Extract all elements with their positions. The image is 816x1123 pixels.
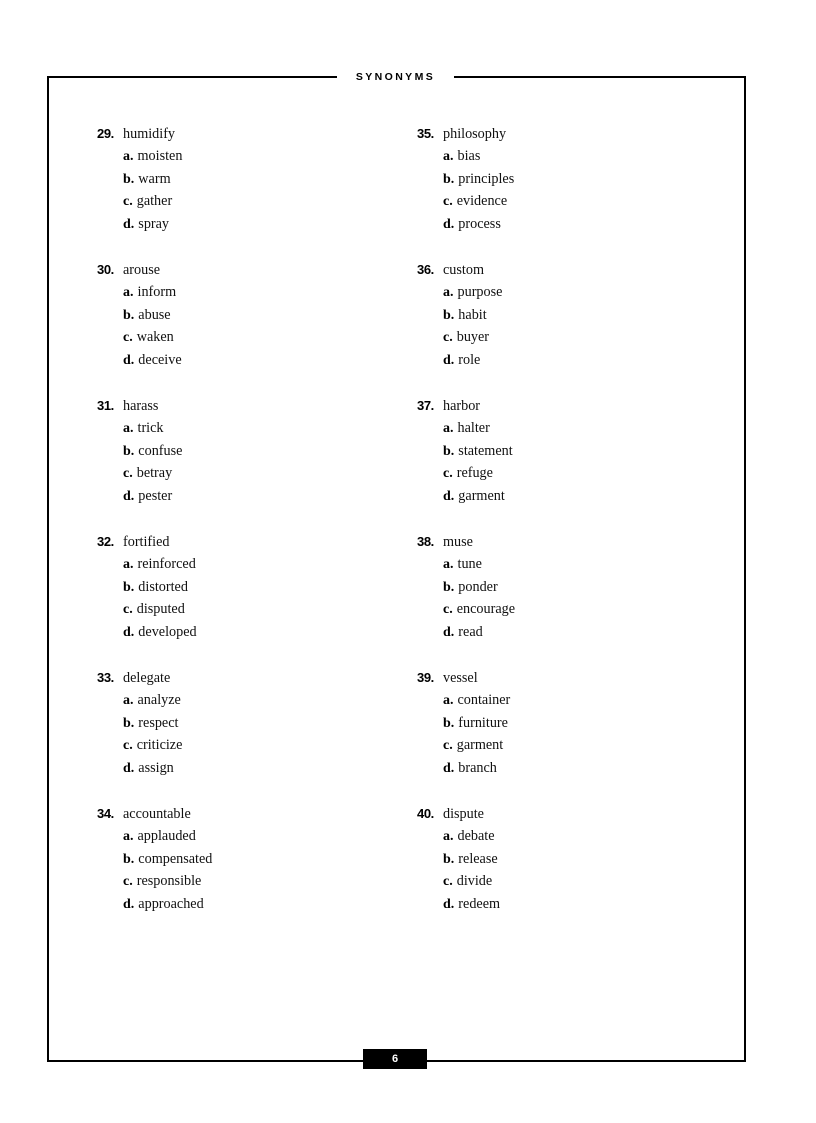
- answer-option-c: [97, 870, 212, 893]
- option-letter: d.: [123, 625, 135, 641]
- answer-option-b: [97, 712, 182, 735]
- option-letter: a.: [443, 285, 454, 300]
- option-text: read: [458, 624, 483, 641]
- option-text: purpose: [457, 284, 503, 300]
- question-word: vessel: [443, 670, 478, 686]
- question-item: [417, 122, 514, 236]
- answer-option-c: [417, 598, 515, 621]
- question-item: [97, 394, 182, 508]
- option-letter: c.: [443, 466, 453, 482]
- answer-option-d: [417, 757, 510, 780]
- question-word: harass: [123, 398, 159, 414]
- answer-option-c: [97, 734, 182, 757]
- option-text: deceive: [138, 352, 182, 369]
- answer-option-b: [417, 440, 513, 463]
- question-word: humidify: [123, 126, 176, 142]
- option-text: waken: [136, 329, 174, 346]
- answer-option-c: [97, 462, 182, 485]
- answer-option-c: [417, 870, 500, 893]
- option-text: approached: [138, 896, 204, 913]
- option-text: inform: [137, 284, 177, 300]
- question-word: delegate: [123, 670, 171, 686]
- option-letter: b.: [443, 715, 455, 731]
- option-letter: c.: [443, 602, 453, 618]
- option-letter: b.: [443, 307, 455, 323]
- question-item: [417, 802, 500, 916]
- option-letter: c.: [123, 194, 133, 210]
- question-word: fortified: [123, 534, 170, 550]
- option-text: moisten: [137, 148, 183, 164]
- option-text: process: [458, 216, 501, 233]
- answer-option-c: [417, 326, 502, 349]
- question-number: 37.: [417, 398, 434, 413]
- option-letter: c.: [443, 194, 453, 210]
- option-text: responsible: [136, 873, 202, 890]
- question-number: 29.: [97, 126, 114, 141]
- option-letter: c.: [443, 330, 453, 346]
- answer-option-a: [417, 689, 510, 712]
- question-item: [97, 122, 182, 236]
- answer-option-d: [417, 485, 513, 508]
- option-letter: a.: [443, 693, 454, 708]
- answer-option-a: [97, 689, 182, 712]
- option-letter: c.: [443, 738, 453, 754]
- option-text: redeem: [458, 896, 501, 913]
- option-text: evidence: [456, 193, 508, 210]
- option-text: compensated: [138, 850, 213, 867]
- answer-option-d: [97, 485, 182, 508]
- question-number: 32.: [97, 534, 114, 549]
- option-text: confuse: [138, 442, 183, 459]
- answer-option-b: [417, 848, 500, 871]
- option-text: betray: [136, 465, 173, 482]
- answer-option-d: [97, 893, 212, 916]
- option-letter: b.: [123, 171, 135, 187]
- option-letter: a.: [123, 285, 134, 300]
- option-text: garment: [458, 488, 505, 505]
- question-number: 36.: [417, 262, 434, 277]
- answer-option-a: [97, 825, 212, 848]
- option-text: tune: [457, 556, 482, 572]
- answer-option-d: [417, 893, 500, 916]
- option-letter: a.: [443, 421, 454, 436]
- question-item: [97, 666, 182, 780]
- answer-option-c: [417, 190, 514, 213]
- answer-option-d: [97, 757, 182, 780]
- question-item: [417, 530, 515, 644]
- option-text: statement: [458, 442, 513, 459]
- option-text: refuge: [456, 465, 493, 482]
- option-letter: b.: [123, 851, 135, 867]
- question-word: accountable: [123, 806, 191, 822]
- question-word: harbor: [443, 398, 481, 414]
- option-letter: d.: [123, 489, 135, 505]
- option-letter: a.: [443, 829, 454, 844]
- question-number: 40.: [417, 806, 434, 821]
- option-letter: c.: [123, 466, 133, 482]
- option-letter: c.: [123, 330, 133, 346]
- question-number: 38.: [417, 534, 434, 549]
- option-text: respect: [138, 714, 179, 731]
- answer-option-a: [417, 825, 500, 848]
- option-letter: d.: [443, 217, 455, 233]
- option-letter: c.: [123, 602, 133, 618]
- option-text: habit: [458, 306, 487, 323]
- answer-option-d: [417, 349, 502, 372]
- option-text: bias: [457, 148, 481, 164]
- option-letter: d.: [443, 897, 455, 913]
- option-text: ponder: [458, 578, 498, 595]
- answer-option-a: [417, 281, 502, 304]
- option-letter: a.: [123, 693, 134, 708]
- answer-option-b: [417, 576, 515, 599]
- answer-option-a: [417, 417, 513, 440]
- option-text: criticize: [136, 737, 183, 754]
- option-text: developed: [138, 624, 197, 641]
- option-letter: d.: [443, 761, 455, 777]
- answer-option-c: [97, 190, 182, 213]
- option-letter: b.: [123, 715, 135, 731]
- answer-option-d: [417, 213, 514, 236]
- answer-option-b: [97, 576, 197, 599]
- option-letter: d.: [123, 897, 135, 913]
- option-text: disputed: [136, 601, 185, 618]
- question-item: [97, 530, 197, 644]
- answer-option-a: [97, 417, 182, 440]
- option-letter: b.: [123, 307, 135, 323]
- question-number: 31.: [97, 398, 114, 413]
- option-letter: b.: [443, 171, 455, 187]
- answer-option-b: [97, 440, 182, 463]
- option-letter: b.: [443, 443, 455, 459]
- option-text: reinforced: [137, 556, 196, 572]
- option-letter: d.: [443, 489, 455, 505]
- page-number: 6: [363, 1049, 427, 1069]
- option-text: distorted: [138, 578, 188, 595]
- option-text: gather: [136, 193, 173, 210]
- option-text: abuse: [138, 306, 171, 323]
- option-text: garment: [456, 737, 504, 754]
- answer-option-c: [97, 598, 197, 621]
- answer-option-b: [97, 304, 182, 327]
- question-item: [97, 802, 212, 916]
- answer-option-a: [97, 145, 182, 168]
- question-number: 30.: [97, 262, 114, 277]
- question-number: 35.: [417, 126, 434, 141]
- answer-option-d: [97, 621, 197, 644]
- answer-option-d: [417, 621, 515, 644]
- option-text: debate: [457, 828, 495, 844]
- answer-option-c: [417, 462, 513, 485]
- answer-option-d: [97, 349, 182, 372]
- option-letter: b.: [443, 579, 455, 595]
- answer-option-a: [417, 145, 514, 168]
- option-text: spray: [138, 216, 170, 233]
- question-word: custom: [443, 262, 484, 278]
- option-letter: b.: [123, 579, 135, 595]
- question-number: 34.: [97, 806, 114, 821]
- option-text: warm: [138, 170, 171, 187]
- option-letter: a.: [123, 421, 134, 436]
- option-letter: d.: [443, 353, 455, 369]
- option-text: encourage: [456, 601, 516, 618]
- question-word: philosophy: [443, 126, 507, 142]
- option-text: pester: [138, 488, 173, 505]
- option-text: role: [458, 352, 481, 369]
- answer-option-c: [417, 734, 510, 757]
- option-letter: c.: [123, 874, 133, 890]
- option-letter: c.: [123, 738, 133, 754]
- answer-option-b: [417, 304, 502, 327]
- option-text: analyze: [137, 692, 181, 708]
- question-word: dispute: [443, 806, 484, 822]
- question-item: [417, 258, 502, 372]
- option-text: assign: [138, 760, 174, 777]
- option-letter: a.: [443, 149, 454, 164]
- page-title: SYNONYMS: [337, 68, 454, 86]
- option-letter: b.: [123, 443, 135, 459]
- answer-option-a: [97, 281, 182, 304]
- option-letter: d.: [123, 761, 135, 777]
- answer-option-a: [97, 553, 197, 576]
- question-number: 33.: [97, 670, 114, 685]
- answer-option-d: [97, 213, 182, 236]
- option-text: container: [457, 692, 511, 708]
- option-text: branch: [458, 760, 497, 777]
- option-letter: a.: [443, 557, 454, 572]
- option-text: halter: [457, 420, 490, 436]
- option-text: furniture: [458, 714, 508, 731]
- answer-option-b: [417, 712, 510, 735]
- answer-option-b: [97, 848, 212, 871]
- question-item: [417, 394, 513, 508]
- answer-option-b: [97, 168, 182, 191]
- option-text: applauded: [137, 828, 196, 844]
- answer-option-c: [97, 326, 182, 349]
- option-letter: c.: [443, 874, 453, 890]
- question-word: muse: [443, 534, 473, 550]
- option-text: divide: [456, 873, 493, 890]
- option-letter: a.: [123, 149, 134, 164]
- option-text: principles: [458, 170, 515, 187]
- option-letter: d.: [123, 217, 135, 233]
- option-letter: d.: [123, 353, 135, 369]
- answer-option-a: [417, 553, 515, 576]
- option-letter: b.: [443, 851, 455, 867]
- question-number: 39.: [417, 670, 434, 685]
- answer-option-b: [417, 168, 514, 191]
- option-letter: d.: [443, 625, 455, 641]
- option-letter: a.: [123, 557, 134, 572]
- question-item: [417, 666, 510, 780]
- option-text: release: [458, 850, 498, 867]
- option-text: buyer: [456, 329, 490, 346]
- question-word: arouse: [123, 262, 161, 278]
- option-text: trick: [137, 420, 164, 436]
- option-letter: a.: [123, 829, 134, 844]
- question-item: [97, 258, 182, 372]
